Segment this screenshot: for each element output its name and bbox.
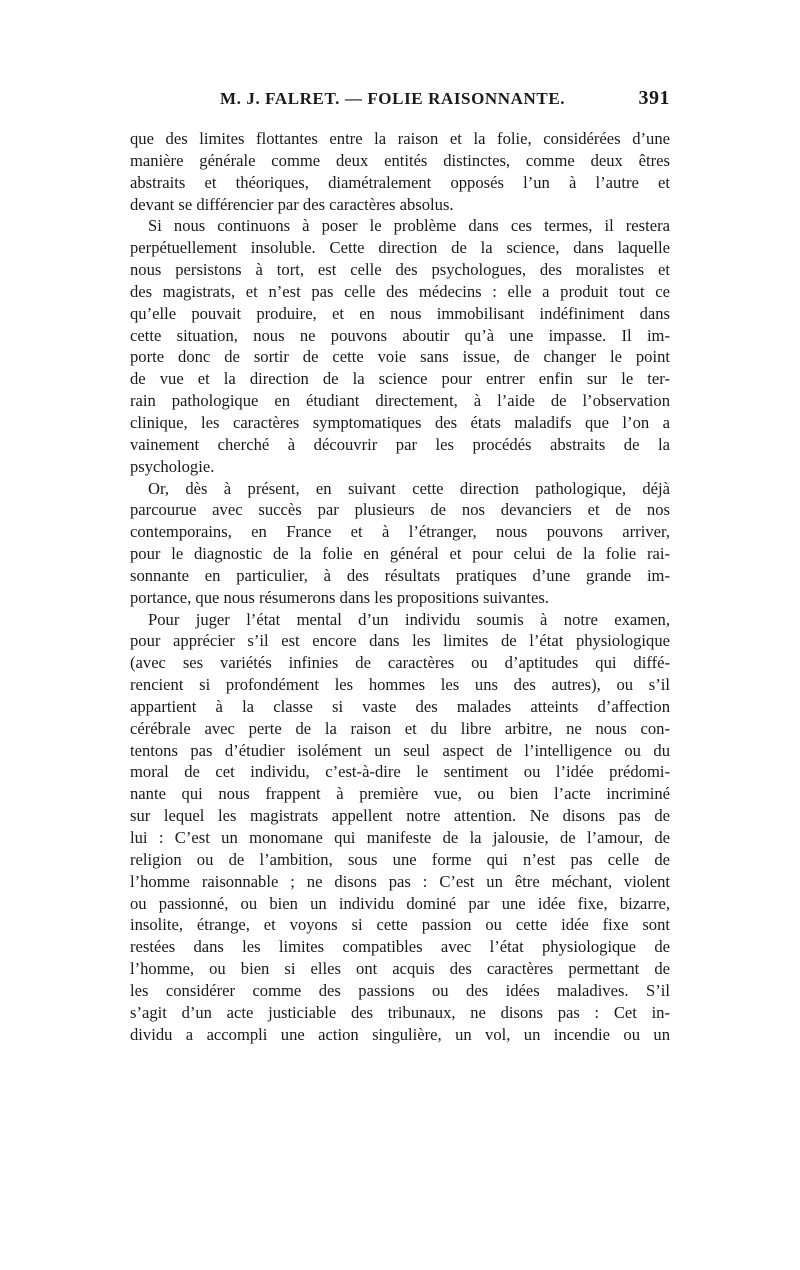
text-line: psychologie. <box>130 456 215 476</box>
text-line: portance, que nous résumerons dans les propositions suivantes. <box>130 587 549 607</box>
text-line: sur lequel les magistrats appellent notre attention. Ne disons pas de <box>130 806 670 826</box>
text-line: l’homme, ou bien si elles ont acquis des caractères permettant de <box>130 959 670 979</box>
text-line: parcourue avec succès par plusieurs de nos devanciers et de nos <box>130 500 670 520</box>
text-line: tentons pas d’étudier isolément un seul aspect de l’intelligence ou du <box>130 740 670 760</box>
text-line: cette situation, nous ne pouvons aboutir qu’à une impasse. Il im- <box>130 325 670 345</box>
text-line: porte donc de sortir de cette voie sans issue, de changer le point <box>130 347 670 367</box>
text-line: rain pathologique en étudiant directement, à l’aide de l’observation <box>130 391 670 411</box>
text-line: religion ou de l’ambition, sous une forme qui n’est pas celle de <box>130 849 670 869</box>
text-line: restées dans les limites compatibles avec l’état physiologique de <box>130 937 670 957</box>
text-line: rencient si profondément les hommes les uns des autres), ou s’il <box>130 675 670 695</box>
text-line: (avec ses variétés infinies de caractères ou d’aptitudes qui diffé- <box>130 653 670 673</box>
text-line: contemporains, en France et à l’étranger, nous pouvons arriver, <box>130 522 670 542</box>
text-line: de vue et la direction de la science pour entrer enfin sur le ter- <box>130 369 670 389</box>
text-line: dividu a accompli une action singulière, un vol, un incendie ou un <box>130 1024 670 1044</box>
text-line: insolite, étrange, et voyons si cette passion ou cette idée fixe sont <box>130 915 670 935</box>
page-body-text <box>130 128 670 1045</box>
text-line: les considérer comme des passions ou des idées maladives. S’il <box>130 980 670 1000</box>
text-line: perpétuellement insoluble. Cette direction de la science, dans laquelle <box>130 238 670 258</box>
text-line: Si nous continuons à poser le problème dans ces termes, il restera <box>148 216 670 236</box>
text-line: l’homme raisonnable ; ne disons pas : C’est un être méchant, violent <box>130 871 670 891</box>
running-title: M. J. FALRET. — FOLIE RAISONNANTE. <box>220 89 566 108</box>
text-line: devant se différencier par des caractères absolus. <box>130 194 454 214</box>
text-line: sonnante en particulier, à des résultats pratiques d’une grande im- <box>130 565 670 585</box>
text-line: vainement cherché à découvrir par les procédés abstraits de la <box>130 434 670 454</box>
page-number: 391 <box>638 87 670 109</box>
text-line: nante qui nous frappent à première vue, ou bien l’acte incriminé <box>130 784 670 804</box>
text-line: des magistrats, et n’est pas celle des médecins : elle a produit tout ce <box>130 281 670 301</box>
text-line: moral de cet individu, c’est-à-dire le sentiment ou l’idée prédomi- <box>130 762 670 782</box>
text-line: ou passionné, ou bien un individu dominé par une idée fixe, bizarre, <box>130 893 670 913</box>
text-line: pour le diagnostic de la folie en général et pour celui de la folie rai- <box>130 544 670 564</box>
text-line: pour apprécier s’il est encore dans les limites de l’état physiologique <box>130 631 670 651</box>
text-line: clinique, les caractères symptomatiques des états maladifs que l’on a <box>130 412 670 432</box>
running-head <box>130 89 670 119</box>
text-line: Or, dès à présent, en suivant cette direction pathologique, déjà <box>148 478 670 498</box>
text-line: s’agit d’un acte justiciable des tribunaux, ne disons pas : Cet in- <box>130 1002 670 1022</box>
text-line: qu’elle pouvait produire, et en nous immobilisant indéfiniment dans <box>130 303 670 323</box>
text-line: cérébrale avec perte de la raison et du libre arbitre, ne nous con- <box>130 718 670 738</box>
text-line: abstraits et théoriques, diamétralement opposés l’un à l’autre et <box>130 172 670 192</box>
text-line: lui : C’est un monomane qui manifeste de la jalousie, de l’amour, de <box>130 828 670 847</box>
text-line: nous persistons à tort, est celle des psychologues, des moralistes et <box>130 260 670 280</box>
text-line: manière générale comme deux entités distinctes, comme deux êtres <box>130 150 670 170</box>
text-line: appartient à la classe si vaste des malades atteints d’affection <box>130 696 670 716</box>
text-line: Pour juger l’état mental d’un individu soumis à notre examen, <box>148 609 670 629</box>
text-line: que des limites flottantes entre la raison et la folie, considérées d’une <box>130 129 670 148</box>
